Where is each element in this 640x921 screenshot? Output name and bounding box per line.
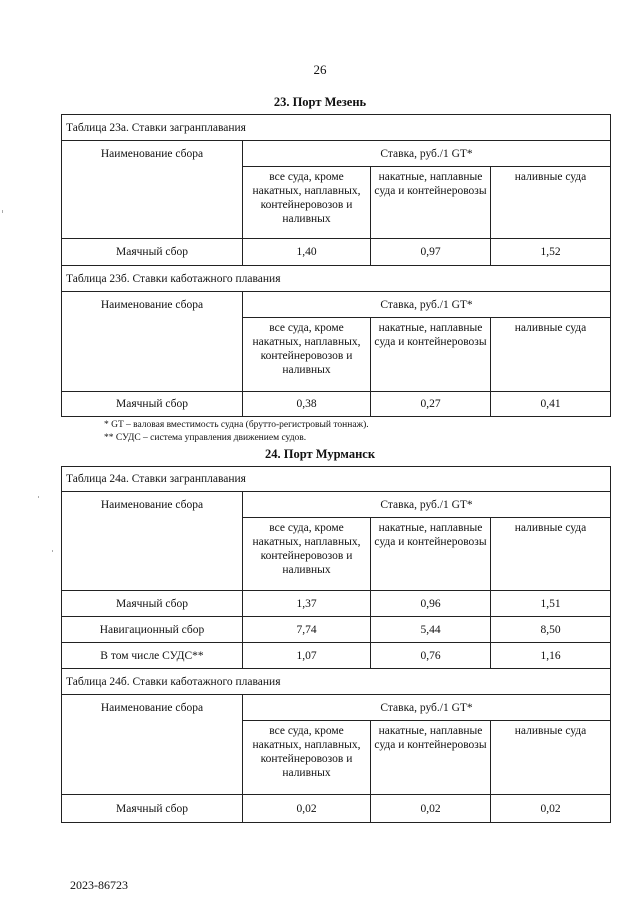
rate-value: 7,74 bbox=[243, 617, 371, 643]
rate-value: 0,02 bbox=[243, 795, 371, 823]
footnote-gt: * GT – валовая вместимость судна (брутто-регистровый тоннаж). bbox=[104, 420, 369, 430]
fee-name: Маячный сбор bbox=[62, 795, 243, 823]
rate-header: Ставка, руб./1 GT* bbox=[243, 141, 611, 167]
category-tankers: наливные суда bbox=[491, 167, 611, 239]
rate-value: 1,16 bbox=[491, 643, 611, 669]
rate-value: 0,27 bbox=[371, 392, 491, 417]
category-all-vessels: все суда, кроме накатных, наплавных, контейнеровозов и наливных bbox=[243, 721, 371, 795]
category-tankers: наливные суда bbox=[491, 318, 611, 392]
section-title-murmansk: 24. Порт Мурманск bbox=[264, 447, 376, 461]
table-24a bbox=[61, 466, 611, 823]
rate-value: 0,41 bbox=[491, 392, 611, 417]
table-caption: Таблица 23а. Ставки загранплавания bbox=[62, 115, 611, 141]
fee-name-header: Наименование сбора bbox=[62, 292, 243, 392]
scan-mark bbox=[52, 550, 53, 552]
table-row bbox=[62, 591, 611, 617]
rate-value: 8,50 bbox=[491, 617, 611, 643]
rate-value: 0,76 bbox=[371, 643, 491, 669]
category-tankers: наливные суда bbox=[491, 721, 611, 795]
table-row bbox=[62, 617, 611, 643]
fee-name: Маячный сбор bbox=[62, 392, 243, 417]
rate-value: 0,97 bbox=[371, 239, 491, 266]
rate-value: 0,02 bbox=[371, 795, 491, 823]
document-code: 2023-86723 bbox=[70, 878, 128, 892]
table-row bbox=[62, 392, 611, 417]
rate-header: Ставка, руб./1 GT* bbox=[243, 292, 611, 318]
rate-header: Ставка, руб./1 GT* bbox=[243, 695, 611, 721]
fee-name-header: Наименование сбора bbox=[62, 492, 243, 591]
footnotes bbox=[104, 419, 369, 445]
rate-value: 1,37 bbox=[243, 591, 371, 617]
rate-value: 0,38 bbox=[243, 392, 371, 417]
rate-value: 0,96 bbox=[371, 591, 491, 617]
rate-header: Ставка, руб./1 GT* bbox=[243, 492, 611, 518]
table-row bbox=[62, 643, 611, 669]
rate-value: 1,51 bbox=[491, 591, 611, 617]
fee-name: В том числе СУДС** bbox=[62, 643, 243, 669]
rate-value: 1,07 bbox=[243, 643, 371, 669]
fee-name: Маячный сбор bbox=[62, 591, 243, 617]
scan-mark bbox=[38, 496, 39, 498]
scan-mark bbox=[2, 210, 3, 213]
rate-value: 5,44 bbox=[371, 617, 491, 643]
category-all-vessels: все суда, кроме накатных, наплавных, контейнеровозов и наливных bbox=[243, 518, 371, 591]
category-tankers: наливные суда bbox=[491, 518, 611, 591]
fee-name-header: Наименование сбора bbox=[62, 695, 243, 795]
table-row bbox=[62, 795, 611, 823]
category-roro-containers: накатные, наплавные суда и контейнеровозы bbox=[371, 518, 491, 591]
category-roro-containers: накатные, наплавные суда и контейнеровозы bbox=[371, 721, 491, 795]
category-roro-containers: накатные, наплавные суда и контейнеровозы bbox=[371, 167, 491, 239]
footnote-suds: ** СУДС – система управления движением судов. bbox=[104, 433, 307, 443]
page-number: 26 bbox=[313, 62, 327, 77]
table-caption: Таблица 24а. Ставки загранплавания bbox=[62, 467, 611, 492]
rate-value: 1,40 bbox=[243, 239, 371, 266]
category-roro-containers: накатные, наплавные суда и контейнеровозы bbox=[371, 318, 491, 392]
category-all-vessels: все суда, кроме накатных, наплавных, контейнеровозов и наливных bbox=[243, 167, 371, 239]
table-row bbox=[62, 239, 611, 266]
table-caption: Таблица 23б. Ставки каботажного плавания bbox=[62, 266, 611, 292]
rate-value: 0,02 bbox=[491, 795, 611, 823]
fee-name: Навигационный сбор bbox=[62, 617, 243, 643]
rate-value: 1,52 bbox=[491, 239, 611, 266]
table-23a bbox=[61, 114, 611, 417]
fee-name: Маячный сбор bbox=[62, 239, 243, 266]
section-title-mezen: 23. Порт Мезень bbox=[273, 95, 367, 109]
table-caption: Таблица 24б. Ставки каботажного плавания bbox=[62, 669, 611, 695]
category-all-vessels: все суда, кроме накатных, наплавных, контейнеровозов и наливных bbox=[243, 318, 371, 392]
fee-name-header: Наименование сбора bbox=[62, 141, 243, 239]
